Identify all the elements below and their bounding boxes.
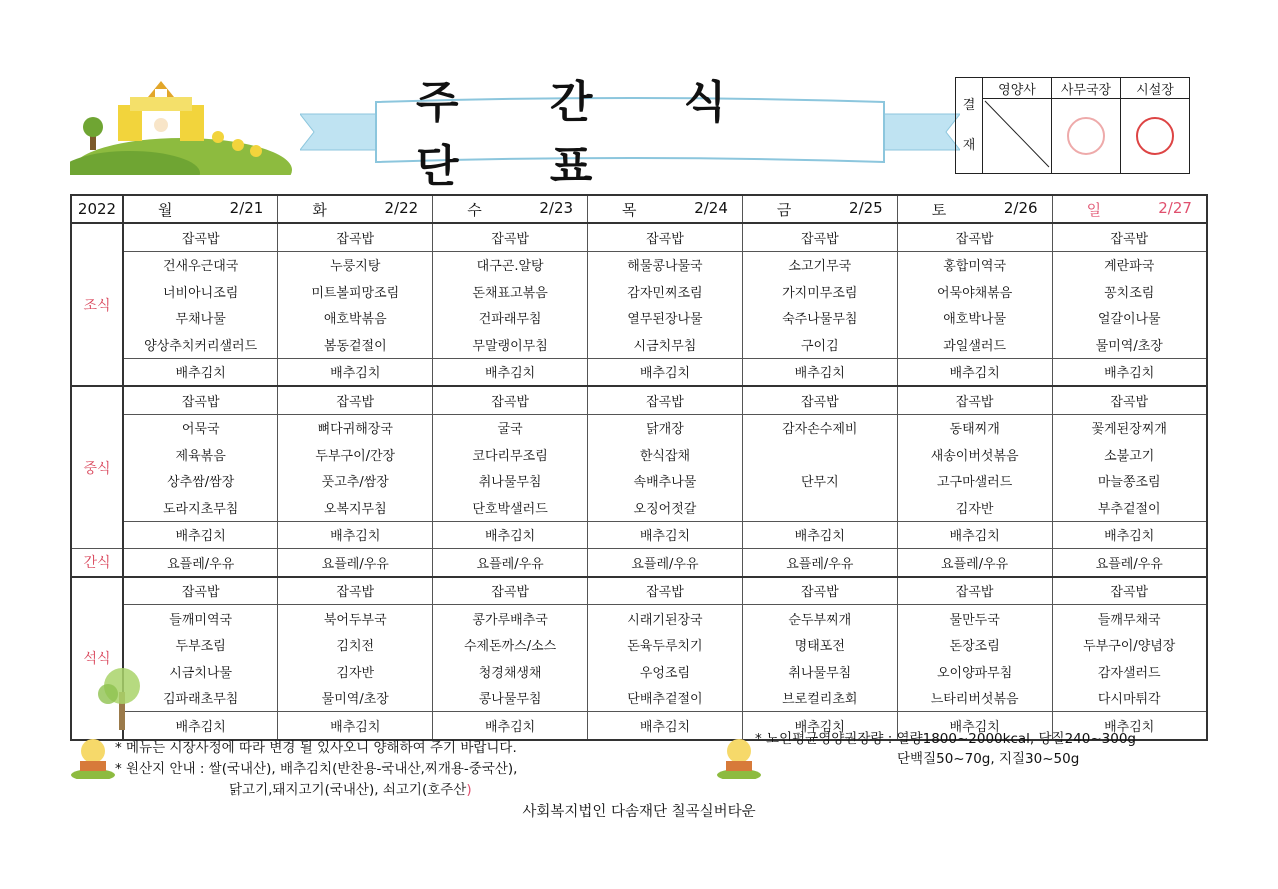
menu-item: 잡곡밥 <box>123 386 278 414</box>
menu-item: 배추김치 <box>123 521 278 549</box>
menu-item: 물미역/초장 <box>278 685 433 712</box>
day-header <box>742 195 897 223</box>
meal-label-snack: 간식 <box>71 549 123 577</box>
menu-row <box>71 305 1207 332</box>
year-cell: 2022 <box>71 195 123 223</box>
menu-item: 요플레/우유 <box>588 549 743 577</box>
menu-item: 북어두부국 <box>278 605 433 632</box>
menu-item: 얼갈이나물 <box>1052 305 1207 332</box>
menu-item: 배추김치 <box>588 358 743 386</box>
menu-item: 새송이버섯볶음 <box>897 441 1052 468</box>
stamp-icon <box>1067 117 1105 155</box>
approval-header-office-manager: 사무국장 <box>1052 78 1121 99</box>
menu-item: 배추김치 <box>1052 712 1207 740</box>
menu-item: 순두부찌개 <box>742 605 897 632</box>
menu-item: 잡곡밥 <box>433 577 588 605</box>
menu-item: 단무지 <box>742 468 897 495</box>
menu-item <box>742 441 897 468</box>
day-header <box>897 195 1052 223</box>
menu-row <box>71 414 1207 441</box>
meal-label-lunch: 중식 <box>71 386 123 549</box>
day-header <box>588 195 743 223</box>
day-header <box>123 195 278 223</box>
menu-item: 배추김치 <box>278 358 433 386</box>
menu-row <box>71 632 1207 659</box>
note-origin: * 원산지 안내 : 쌀(국내산), 배추김치(반찬용-국내산,찌개용-중국산), <box>115 761 518 777</box>
menu-item: 배추김치 <box>742 521 897 549</box>
day-date: 2/25 <box>849 198 883 217</box>
menu-item: 잡곡밥 <box>278 223 433 251</box>
day-name: 화 <box>312 200 327 219</box>
nutrition-note <box>755 729 1136 769</box>
menu-item: 단배추겉절이 <box>588 685 743 712</box>
menu-item: 도라지초무침 <box>123 494 278 521</box>
menu-item: 시래기된장국 <box>588 605 743 632</box>
menu-item: 오이양파무침 <box>897 658 1052 685</box>
day-date: 2/22 <box>384 198 419 217</box>
approval-label-top: 결 <box>962 97 976 113</box>
day-header-row <box>71 195 1207 223</box>
menu-item: 요플레/우유 <box>433 549 588 577</box>
menu-item: 잡곡밥 <box>433 223 588 251</box>
meal-label-dinner: 석식 <box>71 577 123 740</box>
note-menu-change: * 메뉴는 시장사정에 따라 변경 될 있사오니 양해하여 주기 바랍니다. <box>115 740 517 756</box>
menu-row <box>71 685 1207 712</box>
menu-item: 김치전 <box>278 632 433 659</box>
menu-row <box>71 577 1207 605</box>
menu-row <box>71 223 1207 251</box>
approval-box <box>955 77 1190 174</box>
menu-item: 제육볶음 <box>123 441 278 468</box>
approval-header-director: 시설장 <box>1121 78 1190 99</box>
menu-item: 잡곡밥 <box>588 577 743 605</box>
day-name: 금 <box>776 200 792 219</box>
notes <box>115 738 517 801</box>
menu-item: 배추김치 <box>433 712 588 740</box>
menu-item: 돈채표고볶음 <box>433 278 588 305</box>
day-header <box>278 195 433 223</box>
menu-item: 배추김치 <box>742 712 897 740</box>
menu-item: 잡곡밥 <box>742 223 897 251</box>
menu-item: 배추김치 <box>1052 521 1207 549</box>
menu-item: 배추김치 <box>123 712 278 740</box>
menu-item: 과일샐러드 <box>897 331 1052 358</box>
menu-item: 배추김치 <box>897 521 1052 549</box>
menu-item: 꽁치조림 <box>1052 278 1207 305</box>
menu-row <box>71 358 1207 386</box>
menu-item: 배추김치 <box>433 521 588 549</box>
menu-item: 봄동겉절이 <box>278 331 433 358</box>
menu-item: 잡곡밥 <box>897 577 1052 605</box>
note-origin-cont <box>115 780 517 801</box>
menu-item: 소고기무국 <box>742 251 897 278</box>
menu-item: 굴국 <box>433 414 588 441</box>
menu-item: 구이김 <box>742 331 897 358</box>
day-date: 2/24 <box>694 198 728 217</box>
menu-item: 두부구이/양념장 <box>1052 632 1207 659</box>
menu-item: 두부조림 <box>123 632 278 659</box>
menu-item: 잡곡밥 <box>742 386 897 414</box>
menu-item: 배추김치 <box>897 712 1052 740</box>
menu-item: 콩가루배추국 <box>433 605 588 632</box>
menu-item: 김자반 <box>897 494 1052 521</box>
menu-row <box>71 468 1207 495</box>
menu-item: 동태찌개 <box>897 414 1052 441</box>
menu-item: 어묵야채볶음 <box>897 278 1052 305</box>
menu-item: 오복지무침 <box>278 494 433 521</box>
menu-item: 배추김치 <box>433 358 588 386</box>
menu-item: 닭개장 <box>588 414 743 441</box>
menu-row <box>71 549 1207 577</box>
menu-item: 소불고기 <box>1052 441 1207 468</box>
day-date: 2/23 <box>539 198 574 217</box>
menu-item: 잡곡밥 <box>123 223 278 251</box>
menu-item: 뼈다귀해장국 <box>278 414 433 441</box>
menu-item <box>742 494 897 521</box>
menu-item: 고구마샐러드 <box>897 468 1052 495</box>
menu-item: 단호박샐러드 <box>433 494 588 521</box>
menu-item: 홍합미역국 <box>897 251 1052 278</box>
menu-item: 마늘쫑조림 <box>1052 468 1207 495</box>
approval-cell-director <box>1121 99 1190 174</box>
menu-item: 감자민찌조림 <box>588 278 743 305</box>
note-origin-meat: 닭고기,돼지고기(국내산), 쇠고기(호주산 <box>229 782 467 798</box>
menu-item: 김파래초무침 <box>123 685 278 712</box>
menu-item: 배추김치 <box>742 358 897 386</box>
menu-item: 물만두국 <box>897 605 1052 632</box>
menu-item: 요플레/우유 <box>742 549 897 577</box>
menu-item: 무말랭이무침 <box>433 331 588 358</box>
menu-item: 코다리무조림 <box>433 441 588 468</box>
menu-item: 요플레/우유 <box>278 549 433 577</box>
tree-icon <box>92 662 152 732</box>
menu-item: 양상추치커리샐러드 <box>123 331 278 358</box>
menu-item: 누룽지탕 <box>278 251 433 278</box>
meal-label-breakfast: 조식 <box>71 223 123 386</box>
menu-row <box>71 278 1207 305</box>
menu-item: 김자반 <box>278 658 433 685</box>
menu-item: 어묵국 <box>123 414 278 441</box>
page-title: 주 간 식 단 표 <box>416 77 765 192</box>
menu-item: 계란파국 <box>1052 251 1207 278</box>
menu-item: 건새우근대국 <box>123 251 278 278</box>
organization-name: 사회복지법인 다솜재단 칠곡실버타운 <box>522 804 756 820</box>
menu-item: 물미역/초장 <box>1052 331 1207 358</box>
menu-item: 돈육두루치기 <box>588 632 743 659</box>
menu-item: 배추김치 <box>278 712 433 740</box>
menu-row <box>71 658 1207 685</box>
menu-item: 풋고추/쌈장 <box>278 468 433 495</box>
approval-label-bottom: 재 <box>962 137 976 153</box>
menu-item: 들깨미역국 <box>123 605 278 632</box>
menu-item: 브로컬리초회 <box>742 685 897 712</box>
menu-item: 느타리버섯볶음 <box>897 685 1052 712</box>
menu-item: 감자샐러드 <box>1052 658 1207 685</box>
menu-item: 잡곡밥 <box>588 223 743 251</box>
menu-item: 오징어젓갈 <box>588 494 743 521</box>
menu-item: 배추김치 <box>1052 358 1207 386</box>
menu-row <box>71 386 1207 414</box>
day-name: 목 <box>622 200 637 219</box>
day-name: 월 <box>158 200 173 219</box>
menu-item: 잡곡밥 <box>278 386 433 414</box>
menu-item: 잡곡밥 <box>897 223 1052 251</box>
menu-item: 무채나물 <box>123 305 278 332</box>
menu-item: 돈장조림 <box>897 632 1052 659</box>
menu-item: 콩나물무침 <box>433 685 588 712</box>
menu-item: 열무된장나물 <box>588 305 743 332</box>
menu-item: 해물콩나물국 <box>588 251 743 278</box>
menu-item: 애호박나물 <box>897 305 1052 332</box>
building-hill-illustration <box>70 75 295 175</box>
menu-item: 요플레/우유 <box>1052 549 1207 577</box>
menu-item: 시금치나물 <box>123 658 278 685</box>
diagonal-slash-icon <box>983 99 1051 169</box>
day-name: 토 <box>931 200 947 219</box>
menu-item: 잡곡밥 <box>588 386 743 414</box>
menu-item: 부추겉절이 <box>1052 494 1207 521</box>
menu-item: 잡곡밥 <box>897 386 1052 414</box>
menu-item: 잡곡밥 <box>1052 386 1207 414</box>
menu-row <box>71 331 1207 358</box>
day-date: 2/26 <box>1003 198 1038 217</box>
menu-item: 꽃게된장찌개 <box>1052 414 1207 441</box>
menu-item: 미트볼피망조림 <box>278 278 433 305</box>
menu-item: 수제돈까스/소스 <box>433 632 588 659</box>
menu-item: 잡곡밥 <box>742 577 897 605</box>
day-date: 2/27 <box>1158 198 1192 217</box>
menu-item: 시금치무침 <box>588 331 743 358</box>
stamp-icon <box>1136 117 1174 155</box>
day-name: 수 <box>467 200 482 219</box>
menu-item: 요플레/우유 <box>897 549 1052 577</box>
menu-item: 한식잡채 <box>588 441 743 468</box>
menu-item: 잡곡밥 <box>1052 577 1207 605</box>
menu-row <box>71 251 1207 278</box>
menu-item: 다시마튀각 <box>1052 685 1207 712</box>
menu-item: 요플레/우유 <box>123 549 278 577</box>
menu-item: 너비아니조림 <box>123 278 278 305</box>
menu-item: 배추김치 <box>897 358 1052 386</box>
day-date: 2/21 <box>229 198 264 217</box>
weekly-menu-table <box>70 194 1208 741</box>
menu-item: 잡곡밥 <box>123 577 278 605</box>
menu-item: 배추김치 <box>123 358 278 386</box>
menu-row <box>71 494 1207 521</box>
menu-item: 가지미무조림 <box>742 278 897 305</box>
menu-item: 두부구이/간장 <box>278 441 433 468</box>
approval-cell-nutritionist <box>983 99 1052 174</box>
menu-item: 잡곡밥 <box>1052 223 1207 251</box>
tree-illustration-icon <box>70 735 116 779</box>
nutrition-line-2: 단백질50~70g, 지질30~50g <box>897 751 1080 767</box>
menu-item: 잡곡밥 <box>278 577 433 605</box>
menu-item: 배추김치 <box>588 521 743 549</box>
day-header-sunday <box>1052 195 1207 223</box>
menu-item: 대구곤.알탕 <box>433 251 588 278</box>
menu-row <box>71 521 1207 549</box>
menu-item: 들깨무채국 <box>1052 605 1207 632</box>
menu-row <box>71 441 1207 468</box>
menu-item: 명태포전 <box>742 632 897 659</box>
menu-item: 숙주나물무침 <box>742 305 897 332</box>
menu-body <box>71 223 1207 740</box>
menu-item: 감자손수제비 <box>742 414 897 441</box>
approval-side-label <box>956 78 983 174</box>
menu-item: 청경채생채 <box>433 658 588 685</box>
note-origin-paren: ) <box>466 782 472 798</box>
menu-item: 건파래무침 <box>433 305 588 332</box>
approval-cell-office-manager <box>1052 99 1121 174</box>
approval-header-nutritionist: 영양사 <box>983 78 1052 99</box>
menu-item: 상추쌈/쌈장 <box>123 468 278 495</box>
menu-item: 취나물무침 <box>433 468 588 495</box>
menu-item: 잡곡밥 <box>433 386 588 414</box>
day-name: 일 <box>1086 200 1102 219</box>
menu-item: 속배추나물 <box>588 468 743 495</box>
menu-item: 배추김치 <box>278 521 433 549</box>
menu-item: 배추김치 <box>588 712 743 740</box>
menu-item: 우엉조림 <box>588 658 743 685</box>
menu-row <box>71 605 1207 632</box>
nutrition-line-1: * 노인평균영양권장량 : 열량1800~2000kcal, 당질240~300g <box>755 731 1136 747</box>
day-header <box>433 195 588 223</box>
menu-item: 애호박볶음 <box>278 305 433 332</box>
menu-item: 취나물무침 <box>742 658 897 685</box>
